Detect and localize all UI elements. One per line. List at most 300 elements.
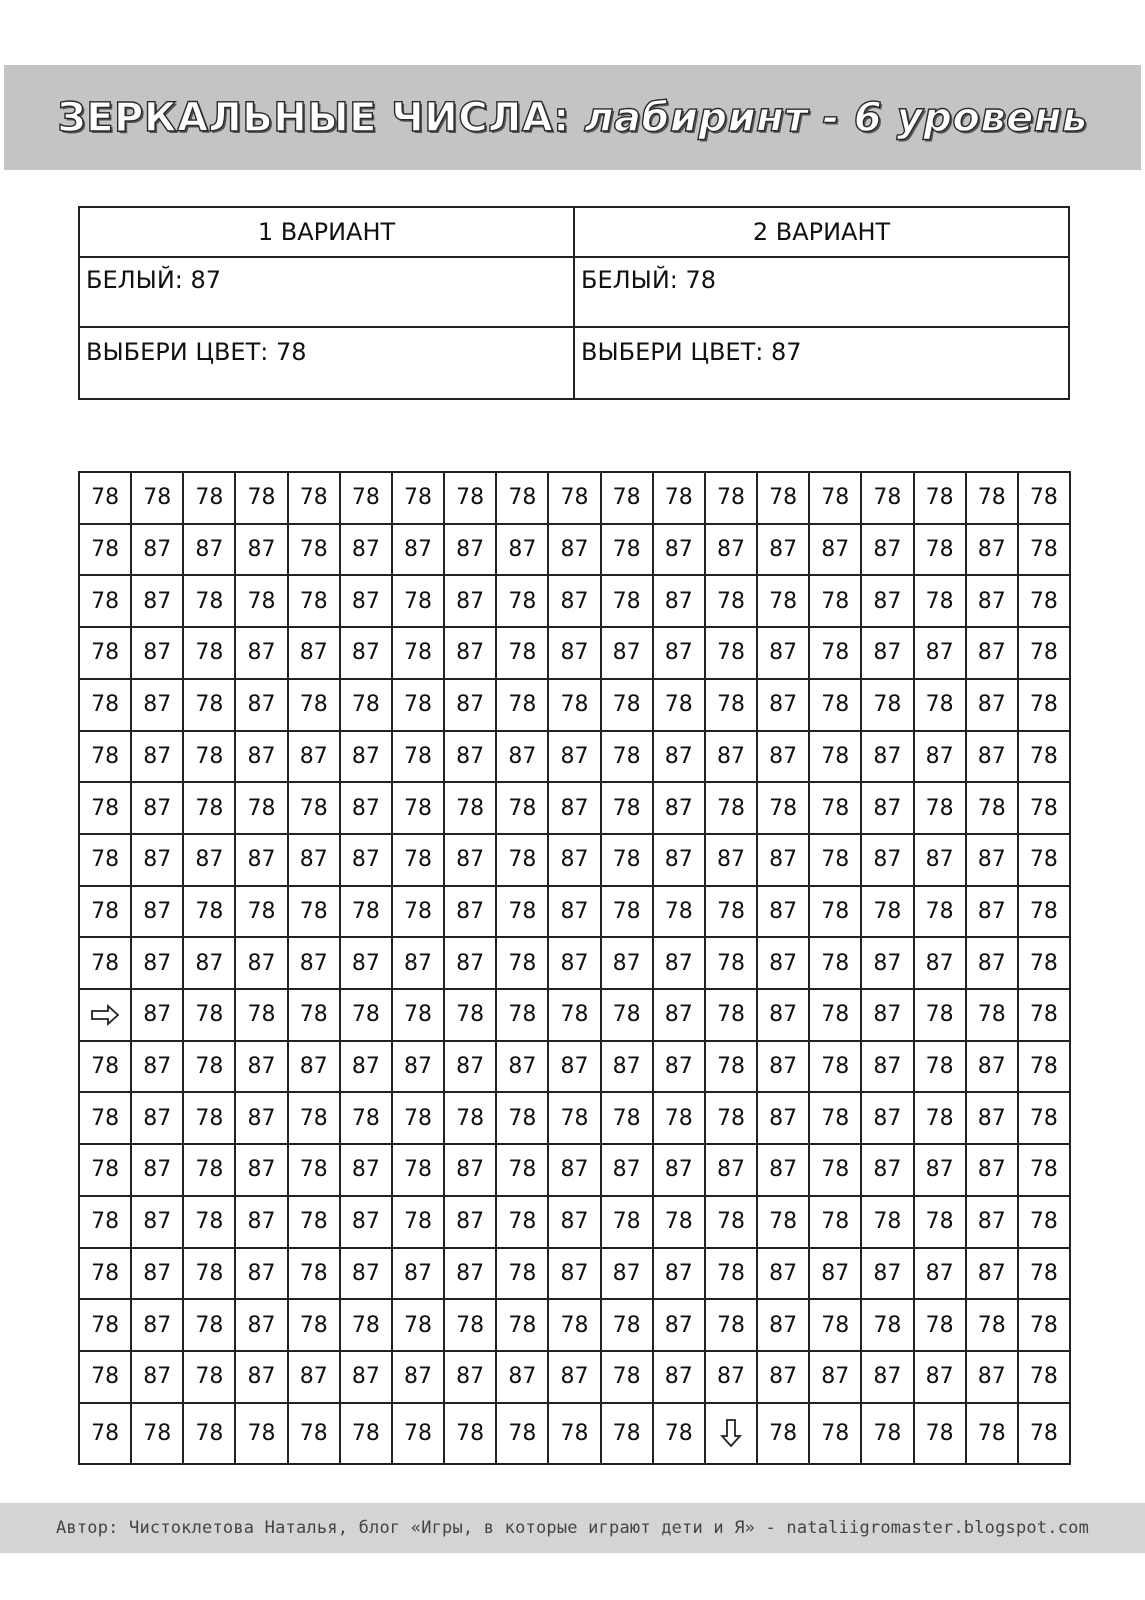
- maze-cell: 87: [131, 731, 183, 783]
- maze-cell: 78: [1018, 1196, 1070, 1248]
- maze-cell: 87: [131, 679, 183, 731]
- maze-cell: 78: [79, 834, 131, 886]
- maze-cell: 78: [79, 472, 131, 524]
- maze-cell: 87: [548, 1144, 600, 1196]
- maze-cell: 78: [392, 782, 444, 834]
- maze-cell: 87: [496, 1351, 548, 1403]
- maze-cell: 78: [496, 1196, 548, 1248]
- maze-cell: 78: [496, 834, 548, 886]
- maze-cell: 78: [288, 1403, 340, 1464]
- maze-cell: 78: [653, 1196, 705, 1248]
- maze-cell: 78: [496, 1403, 548, 1464]
- maze-cell: 87: [601, 1041, 653, 1093]
- maze-cell: 87: [757, 1092, 809, 1144]
- maze-cell: 87: [601, 937, 653, 989]
- maze-cell: 78: [235, 575, 287, 627]
- maze-cell: 78: [444, 989, 496, 1041]
- maze-cell: 87: [131, 1196, 183, 1248]
- maze-cell: 78: [705, 782, 757, 834]
- maze-cell: 78: [705, 627, 757, 679]
- maze-cell: 87: [705, 731, 757, 783]
- maze-cell: 87: [653, 1144, 705, 1196]
- maze-cell: 78: [444, 472, 496, 524]
- maze-cell: 87: [496, 524, 548, 576]
- maze-cell: 78: [392, 472, 444, 524]
- maze-cell: 78: [496, 1092, 548, 1144]
- maze-cell: 87: [444, 834, 496, 886]
- maze-cell: 87: [183, 834, 235, 886]
- maze-cell: 78: [340, 1092, 392, 1144]
- maze-cell: 78: [392, 989, 444, 1041]
- maze-cell: 87: [288, 627, 340, 679]
- maze-cell: 78: [548, 1299, 600, 1351]
- maze-cell: 87: [966, 575, 1018, 627]
- maze-cell: 78: [1018, 1144, 1070, 1196]
- maze-cell: 87: [444, 1248, 496, 1300]
- maze-cell: 78: [705, 575, 757, 627]
- maze-cell: 78: [235, 886, 287, 938]
- maze-cell: 78: [809, 1092, 861, 1144]
- maze-cell: 87: [288, 937, 340, 989]
- maze-cell: 78: [444, 1299, 496, 1351]
- maze-cell: 78: [496, 989, 548, 1041]
- maze-cell: 78: [496, 1144, 548, 1196]
- maze-cell: 78: [1018, 1299, 1070, 1351]
- maze-cell: 87: [861, 1092, 913, 1144]
- maze-cell: 87: [757, 1144, 809, 1196]
- maze-row: [79, 782, 1070, 834]
- maze-cell: 78: [1018, 886, 1070, 938]
- maze-cell: 87: [757, 989, 809, 1041]
- maze-cell: 87: [548, 575, 600, 627]
- maze-cell: 87: [914, 1248, 966, 1300]
- maze-cell: 87: [757, 1351, 809, 1403]
- maze-cell: 87: [914, 627, 966, 679]
- variant-1-white: БЕЛЫЙ: 87: [79, 257, 574, 327]
- maze-cell: 87: [861, 782, 913, 834]
- maze-row: [79, 1041, 1070, 1093]
- maze-cell: 87: [548, 1196, 600, 1248]
- maze-cell: 78: [340, 1403, 392, 1464]
- variant-2-choose-color: ВЫБЕРИ ЦВЕТ: 87: [574, 327, 1069, 399]
- maze-cell: 87: [653, 1041, 705, 1093]
- maze-cell: 87: [966, 731, 1018, 783]
- maze-cell: 78: [79, 1351, 131, 1403]
- title-bar: [4, 65, 1141, 170]
- maze-cell: 78: [601, 472, 653, 524]
- maze-cell: 87: [861, 627, 913, 679]
- maze-cell: 87: [861, 731, 913, 783]
- maze-cell: 78: [809, 937, 861, 989]
- maze-row: [79, 886, 1070, 938]
- maze-cell: 78: [809, 1196, 861, 1248]
- maze-cell: 78: [653, 1403, 705, 1464]
- maze-cell: 78: [340, 472, 392, 524]
- maze-row: [79, 524, 1070, 576]
- maze-cell: 78: [183, 886, 235, 938]
- maze-cell: 87: [757, 1299, 809, 1351]
- maze-cell: 78: [496, 472, 548, 524]
- maze-cell: 78: [183, 472, 235, 524]
- maze-cell: 87: [757, 524, 809, 576]
- maze-cell: 87: [131, 886, 183, 938]
- maze-cell: 78: [79, 679, 131, 731]
- maze-cell: 87: [444, 679, 496, 731]
- maze-cell: 78: [1018, 1248, 1070, 1300]
- maze-cell: 78: [235, 782, 287, 834]
- maze-cell: 87: [861, 834, 913, 886]
- maze-cell: 78: [392, 627, 444, 679]
- maze-cell: 87: [966, 1248, 1018, 1300]
- maze-cell: 78: [288, 679, 340, 731]
- maze-cell: 87: [131, 782, 183, 834]
- maze-row: [79, 731, 1070, 783]
- maze-cell: 78: [288, 472, 340, 524]
- maze-cell: 78: [496, 627, 548, 679]
- maze-cell: 87: [235, 1299, 287, 1351]
- maze-cell: 78: [79, 575, 131, 627]
- maze-cell: 87: [235, 937, 287, 989]
- maze-cell: 78: [1018, 989, 1070, 1041]
- maze-cell: 78: [861, 1196, 913, 1248]
- maze-cell: 87: [861, 1144, 913, 1196]
- title-upper: ЗЕРКАЛЬНЫЕ ЧИСЛА:: [57, 94, 570, 141]
- maze-cell: 78: [496, 575, 548, 627]
- maze-cell: 78: [966, 1403, 1018, 1464]
- maze-cell: 87: [601, 1248, 653, 1300]
- maze-cell: 78: [601, 1299, 653, 1351]
- maze-cell: 78: [288, 524, 340, 576]
- maze-cell: 78: [496, 937, 548, 989]
- maze-cell: 78: [1018, 1041, 1070, 1093]
- maze-cell: 87: [653, 575, 705, 627]
- maze-cell: 78: [809, 1403, 861, 1464]
- maze-cell: 87: [653, 782, 705, 834]
- maze-cell: 78: [288, 1092, 340, 1144]
- maze-cell: 87: [601, 627, 653, 679]
- maze-row: [79, 472, 1070, 524]
- maze-cell: 87: [183, 937, 235, 989]
- maze-cell: 78: [1018, 472, 1070, 524]
- maze-cell: 87: [235, 731, 287, 783]
- maze-cell: 78: [601, 989, 653, 1041]
- maze-cell: 87: [235, 627, 287, 679]
- maze-cell: 78: [757, 1403, 809, 1464]
- maze-cell: 87: [861, 1351, 913, 1403]
- maze-cell: 78: [183, 1299, 235, 1351]
- maze-cell: 78: [966, 1299, 1018, 1351]
- maze-cell: 87: [914, 1351, 966, 1403]
- maze-cell: 78: [705, 1041, 757, 1093]
- maze-cell: 87: [444, 937, 496, 989]
- maze-grid: [78, 471, 1071, 1465]
- maze-cell: 87: [757, 1041, 809, 1093]
- maze-cell: 78: [809, 731, 861, 783]
- maze-cell: 78: [183, 731, 235, 783]
- maze-cell: 78: [1018, 731, 1070, 783]
- maze-cell: 78: [601, 886, 653, 938]
- maze-cell: 78: [79, 524, 131, 576]
- maze-cell: 78: [705, 472, 757, 524]
- maze-cell: 78: [914, 1403, 966, 1464]
- maze-cell: 78: [705, 886, 757, 938]
- maze-cell: 78: [705, 679, 757, 731]
- maze-cell: 78: [601, 782, 653, 834]
- maze-cell: 87: [966, 524, 1018, 576]
- maze-cell: 87: [340, 1144, 392, 1196]
- maze-cell: 87: [966, 1351, 1018, 1403]
- maze-cell: 78: [914, 782, 966, 834]
- maze-cell: 78: [288, 575, 340, 627]
- maze-cell: 87: [914, 1144, 966, 1196]
- maze-cell: 78: [392, 575, 444, 627]
- maze-cell: 78: [496, 886, 548, 938]
- maze-cell: 87: [392, 524, 444, 576]
- maze-cell: 87: [705, 1144, 757, 1196]
- maze-cell: 78: [79, 886, 131, 938]
- maze-cell: 78: [548, 989, 600, 1041]
- maze-cell: 87: [340, 731, 392, 783]
- maze-cell: 87: [548, 937, 600, 989]
- maze-cell: 87: [288, 1041, 340, 1093]
- maze-cell: 78: [757, 782, 809, 834]
- maze-cell: 87: [131, 1351, 183, 1403]
- footer-bar: [0, 1503, 1145, 1553]
- maze-cell: 87: [861, 937, 913, 989]
- maze-cell: 87: [653, 1248, 705, 1300]
- maze-cell: 87: [757, 886, 809, 938]
- maze-cell: 87: [392, 937, 444, 989]
- maze-cell: 87: [757, 1248, 809, 1300]
- maze-cell: 87: [757, 679, 809, 731]
- maze-cell: 87: [861, 524, 913, 576]
- maze-cell: 78: [914, 1092, 966, 1144]
- maze-cell: 78: [966, 989, 1018, 1041]
- variant-2-header: 2 ВАРИАНТ: [574, 207, 1069, 257]
- maze-cell: 78: [1018, 1092, 1070, 1144]
- maze-entry-cell: [79, 989, 131, 1041]
- maze-cell: 87: [235, 834, 287, 886]
- maze-cell: 87: [235, 1196, 287, 1248]
- maze-cell: 87: [131, 989, 183, 1041]
- maze-cell: 78: [235, 1403, 287, 1464]
- maze-cell: 87: [548, 627, 600, 679]
- maze-cell: 78: [79, 782, 131, 834]
- maze-cell: 78: [548, 679, 600, 731]
- maze-row: [79, 1092, 1070, 1144]
- maze-exit-cell: [705, 1403, 757, 1464]
- maze-cell: 78: [601, 731, 653, 783]
- maze-cell: 78: [79, 937, 131, 989]
- maze-cell: 87: [757, 834, 809, 886]
- arrow-right-icon: [90, 1002, 120, 1027]
- maze-cell: 87: [601, 1144, 653, 1196]
- maze-cell: 78: [861, 1299, 913, 1351]
- maze-cell: 87: [809, 1351, 861, 1403]
- maze-cell: 87: [653, 989, 705, 1041]
- title-lower: лабиринт - 6 уровень: [584, 94, 1088, 141]
- maze-cell: 78: [1018, 1403, 1070, 1464]
- maze-cell: 78: [705, 1299, 757, 1351]
- maze-cell: 78: [1018, 524, 1070, 576]
- maze-cell: 87: [757, 937, 809, 989]
- maze-cell: 78: [392, 1144, 444, 1196]
- maze-cell: 78: [757, 472, 809, 524]
- maze-cell: 87: [966, 1196, 1018, 1248]
- maze-cell: 78: [288, 1144, 340, 1196]
- maze-cell: 78: [340, 886, 392, 938]
- maze-cell: 87: [757, 731, 809, 783]
- maze-cell: 78: [392, 1196, 444, 1248]
- maze-cell: 87: [705, 834, 757, 886]
- maze-cell: 87: [235, 679, 287, 731]
- maze-cell: 78: [705, 989, 757, 1041]
- maze-cell: 78: [653, 679, 705, 731]
- maze-cell: 78: [496, 679, 548, 731]
- maze-cell: 78: [914, 886, 966, 938]
- maze-cell: 78: [1018, 834, 1070, 886]
- maze-cell: 87: [131, 1248, 183, 1300]
- maze-cell: 87: [705, 1351, 757, 1403]
- maze-cell: 87: [809, 524, 861, 576]
- maze-cell: 78: [705, 1092, 757, 1144]
- maze-cell: 78: [705, 937, 757, 989]
- maze-cell: 78: [809, 989, 861, 1041]
- maze-cell: 87: [131, 627, 183, 679]
- maze-cell: 87: [235, 1041, 287, 1093]
- maze-cell: 78: [79, 1403, 131, 1464]
- maze-cell: 78: [914, 989, 966, 1041]
- maze-row: [79, 1351, 1070, 1403]
- maze-cell: 78: [392, 679, 444, 731]
- maze-cell: 87: [340, 1248, 392, 1300]
- maze-cell: 78: [1018, 575, 1070, 627]
- maze-cell: 87: [548, 731, 600, 783]
- maze-cell: 87: [861, 575, 913, 627]
- maze-cell: 78: [496, 1299, 548, 1351]
- maze-row: [79, 1196, 1070, 1248]
- maze-cell: 78: [705, 1248, 757, 1300]
- maze-cell: 87: [444, 1196, 496, 1248]
- maze-row: [79, 1403, 1070, 1464]
- maze-cell: 87: [548, 834, 600, 886]
- maze-cell: 87: [131, 834, 183, 886]
- maze-cell: 87: [444, 731, 496, 783]
- maze-cell: 78: [235, 472, 287, 524]
- maze-cell: 87: [340, 782, 392, 834]
- maze-cell: 78: [809, 1299, 861, 1351]
- variant-2-white: БЕЛЫЙ: 78: [574, 257, 1069, 327]
- maze-cell: 87: [653, 524, 705, 576]
- maze-cell: 78: [183, 989, 235, 1041]
- maze-cell: 78: [548, 1403, 600, 1464]
- maze-cell: 78: [601, 524, 653, 576]
- maze-cell: 78: [861, 472, 913, 524]
- maze-cell: 87: [705, 524, 757, 576]
- maze-cell: 87: [496, 731, 548, 783]
- maze-cell: 87: [131, 1299, 183, 1351]
- maze-cell: 78: [601, 575, 653, 627]
- maze-cell: 78: [809, 575, 861, 627]
- maze-cell: 78: [79, 1041, 131, 1093]
- maze-cell: 78: [183, 1248, 235, 1300]
- maze-cell: 78: [288, 1299, 340, 1351]
- maze-cell: 78: [548, 1092, 600, 1144]
- maze-cell: 78: [601, 679, 653, 731]
- maze-cell: 78: [340, 1299, 392, 1351]
- maze-cell: 87: [131, 1041, 183, 1093]
- maze-cell: 87: [548, 1351, 600, 1403]
- maze-cell: 78: [131, 472, 183, 524]
- maze-cell: 87: [444, 1041, 496, 1093]
- maze-cell: 87: [392, 1248, 444, 1300]
- maze-cell: 78: [444, 1403, 496, 1464]
- maze-cell: 87: [340, 627, 392, 679]
- maze-cell: 87: [914, 834, 966, 886]
- maze-cell: 78: [288, 886, 340, 938]
- maze-cell: 78: [340, 679, 392, 731]
- maze-cell: 78: [496, 782, 548, 834]
- maze-cell: 87: [131, 937, 183, 989]
- maze-cell: 78: [235, 989, 287, 1041]
- maze-cell: 87: [966, 1144, 1018, 1196]
- footer-credit: Автор: Чистоклетова Наталья, блог «Игры, в которые играют дети и Я» - nataliigromaster.blogspot.com: [55, 1518, 1090, 1538]
- maze-cell: 78: [392, 834, 444, 886]
- maze-cell: 78: [914, 679, 966, 731]
- maze-cell: 78: [496, 1248, 548, 1300]
- maze-cell: 87: [444, 627, 496, 679]
- maze-cell: 87: [288, 834, 340, 886]
- maze-cell: 78: [183, 782, 235, 834]
- maze-cell: 87: [444, 575, 496, 627]
- maze-cell: 78: [392, 886, 444, 938]
- maze-cell: 87: [966, 886, 1018, 938]
- maze-row: [79, 627, 1070, 679]
- maze-cell: 87: [235, 1092, 287, 1144]
- maze-cell: 78: [392, 731, 444, 783]
- maze-cell: 78: [861, 679, 913, 731]
- maze-cell: 78: [131, 1403, 183, 1464]
- maze-cell: 87: [288, 731, 340, 783]
- maze-cell: 78: [392, 1403, 444, 1464]
- maze-row: [79, 1248, 1070, 1300]
- maze-cell: 87: [131, 575, 183, 627]
- maze-cell: 87: [548, 1041, 600, 1093]
- maze-cell: 78: [914, 575, 966, 627]
- maze-cell: 78: [183, 627, 235, 679]
- maze-cell: 87: [340, 834, 392, 886]
- maze-cell: 78: [79, 1248, 131, 1300]
- maze-cell: 87: [340, 1196, 392, 1248]
- maze-cell: 87: [183, 524, 235, 576]
- maze-cell: 78: [966, 472, 1018, 524]
- maze-cell: 78: [79, 1196, 131, 1248]
- maze-cell: 78: [1018, 937, 1070, 989]
- arrow-down-icon: [720, 1420, 742, 1445]
- maze-cell: 78: [705, 1196, 757, 1248]
- maze-cell: 87: [914, 937, 966, 989]
- maze-cell: 87: [653, 731, 705, 783]
- maze-cell: 78: [757, 575, 809, 627]
- maze-cell: 87: [392, 1041, 444, 1093]
- maze-cell: 78: [183, 679, 235, 731]
- maze-cell: 87: [340, 937, 392, 989]
- maze-cell: 78: [183, 575, 235, 627]
- maze-cell: 78: [601, 1092, 653, 1144]
- maze-cell: 78: [914, 1041, 966, 1093]
- maze-cell: 78: [601, 1351, 653, 1403]
- maze-cell: 78: [809, 679, 861, 731]
